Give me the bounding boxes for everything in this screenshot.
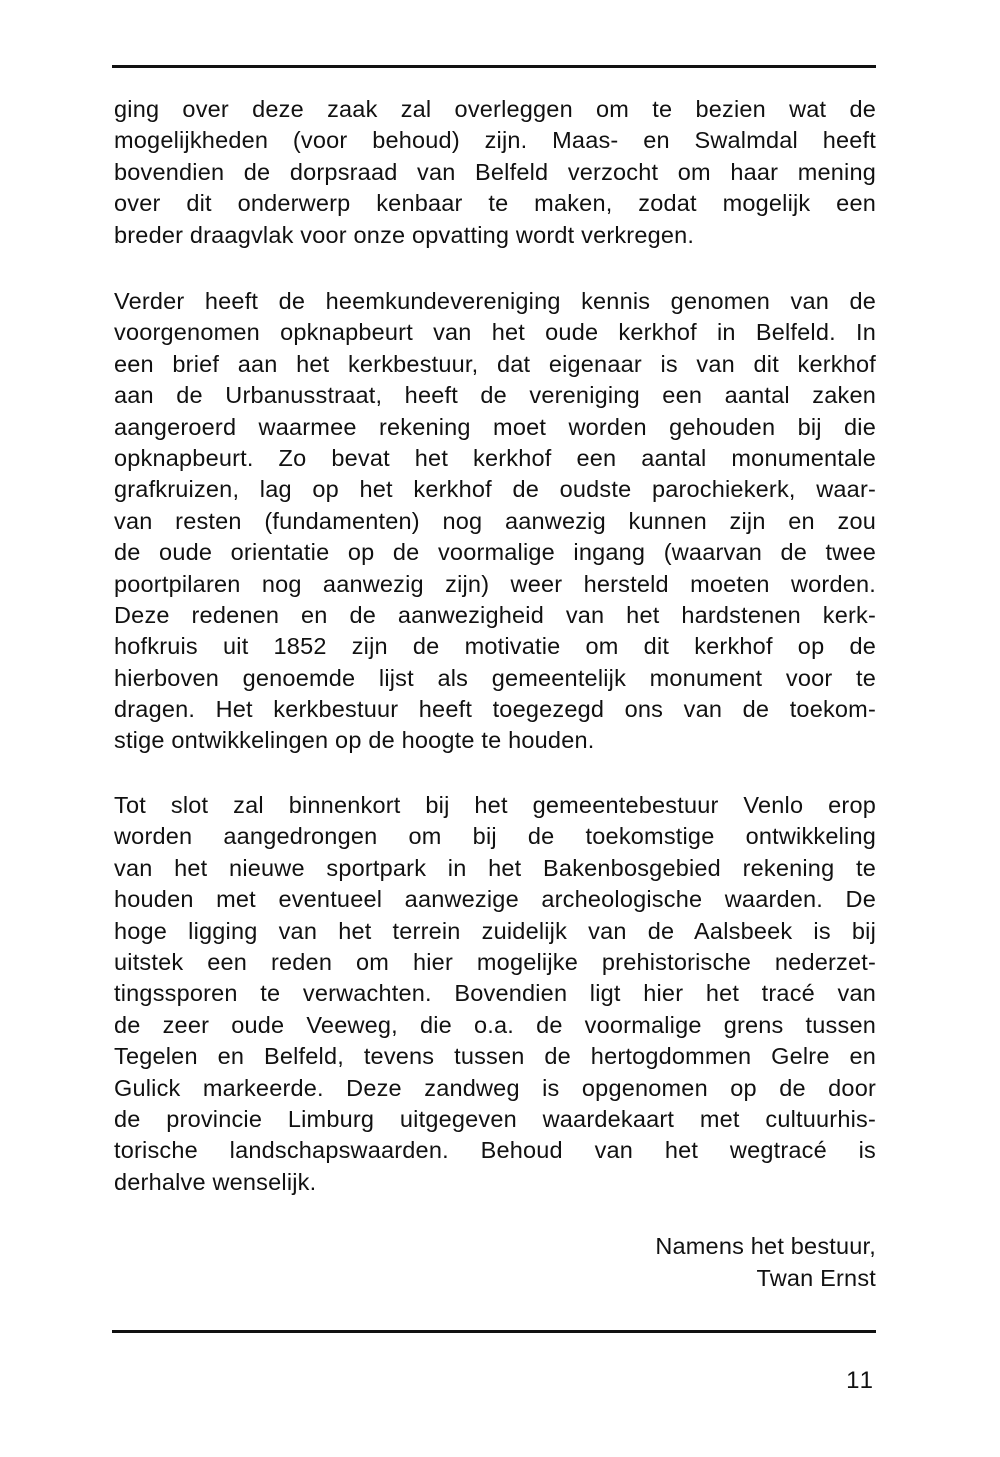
text-line: derhalve wenselijk. — [114, 1168, 317, 1195]
text-line: Gulick markeerde. Deze zandweg is opgenomen op de door — [114, 1074, 876, 1101]
text-line: dragen. Het kerkbestuur heeft toegezegd ons van de toekom- — [114, 696, 876, 723]
text-line: breder draagvlak voor onze opvatting wordt verkregen. — [114, 221, 695, 248]
text-line: worden aangedrongen om bij de toekomstige ontwikkeling — [114, 823, 876, 850]
text-line: hofkruis uit 1852 zijn de motivatie om dit kerkhof op de — [114, 633, 876, 660]
paragraph-2 — [114, 286, 876, 757]
signature-block — [655, 1230, 876, 1294]
text-line: houden met eventueel aanwezige archeologische waarden. De — [114, 886, 876, 913]
text-line: over dit onderwerp kenbaar te maken, zodat mogelijk een — [114, 190, 876, 217]
text-line: de provincie Limburg uitgegeven waardekaart met cultuurhis- — [114, 1105, 876, 1132]
text-line: torische landschapswaarden. Behoud van het wegtracé is — [114, 1137, 876, 1164]
page-number: 11 — [846, 1367, 875, 1394]
text-line: uitstek een reden om hier mogelijke prehistorische nederzet- — [114, 948, 876, 975]
text-line: Verder heeft de heemkundevereniging kennis genomen van de — [114, 288, 876, 314]
text-line: Deze redenen en de aanwezigheid van het hardstenen kerk- — [114, 601, 876, 628]
text-line: de oude orientatie op de voormalige ingang (waarvan de twee — [114, 539, 876, 566]
text-line: hierboven genoemde lijst als gemeentelijk monument voor te — [114, 664, 876, 691]
text-line: bovendien de dorpsraad van Belfeld verzocht om haar mening — [114, 158, 876, 185]
text-line: de zeer oude Veeweg, die o.a. de voormalige grens tussen — [114, 1011, 876, 1038]
signature-closing: Namens het bestuur, — [655, 1233, 876, 1259]
text-line: tingssporen te verwachten. Bovendien ligt hier het tracé van — [114, 980, 876, 1007]
paragraph-3 — [114, 790, 876, 1198]
text-line: hoge ligging van het terrein zuidelijk van de Aalsbeek is bij — [114, 917, 876, 944]
text-line: Tegelen en Belfeld, tevens tussen de hertogdommen Gelre en — [114, 1043, 876, 1070]
signature-name: Twan Ernst — [756, 1265, 876, 1291]
text-line: van resten (fundamenten) nog aanwezig kunnen zijn en zou — [114, 507, 876, 534]
text-line: grafkruizen, lag op het kerkhof de oudste parochiekerk, waar- — [114, 476, 876, 503]
text-line: mogelijkheden (voor behoud) zijn. Maas- en Swalmdal heeft — [114, 127, 876, 154]
text-line: van het nieuwe sportpark in het Bakenbosgebied rekening te — [114, 854, 876, 881]
text-line: stige ontwikkelingen op de hoogte te houden. — [114, 727, 595, 754]
paragraph-1 — [114, 94, 876, 251]
bottom-rule — [112, 1330, 876, 1333]
text-line: een brief aan het kerkbestuur, dat eigenaar is van dit kerkhof — [114, 350, 876, 377]
text-line: poortpilaren nog aanwezig zijn) weer hersteld moeten worden. — [114, 570, 876, 597]
text-line: aangeroerd waarmee rekening moet worden gehouden bij die — [114, 413, 876, 440]
text-line: opknapbeurt. Zo bevat het kerkhof een aantal monumentale — [114, 444, 876, 471]
text-line: ging over deze zaak zal overleggen om te bezien wat de — [114, 96, 876, 122]
text-line: aan de Urbanusstraat, heeft de vereniging een aantal zaken — [114, 382, 876, 409]
text-line: voorgenomen opknapbeurt van het oude kerkhof in Belfeld. In — [114, 319, 876, 346]
text-line: Tot slot zal binnenkort bij het gemeentebestuur Venlo erop — [114, 792, 876, 818]
top-rule — [112, 65, 876, 68]
